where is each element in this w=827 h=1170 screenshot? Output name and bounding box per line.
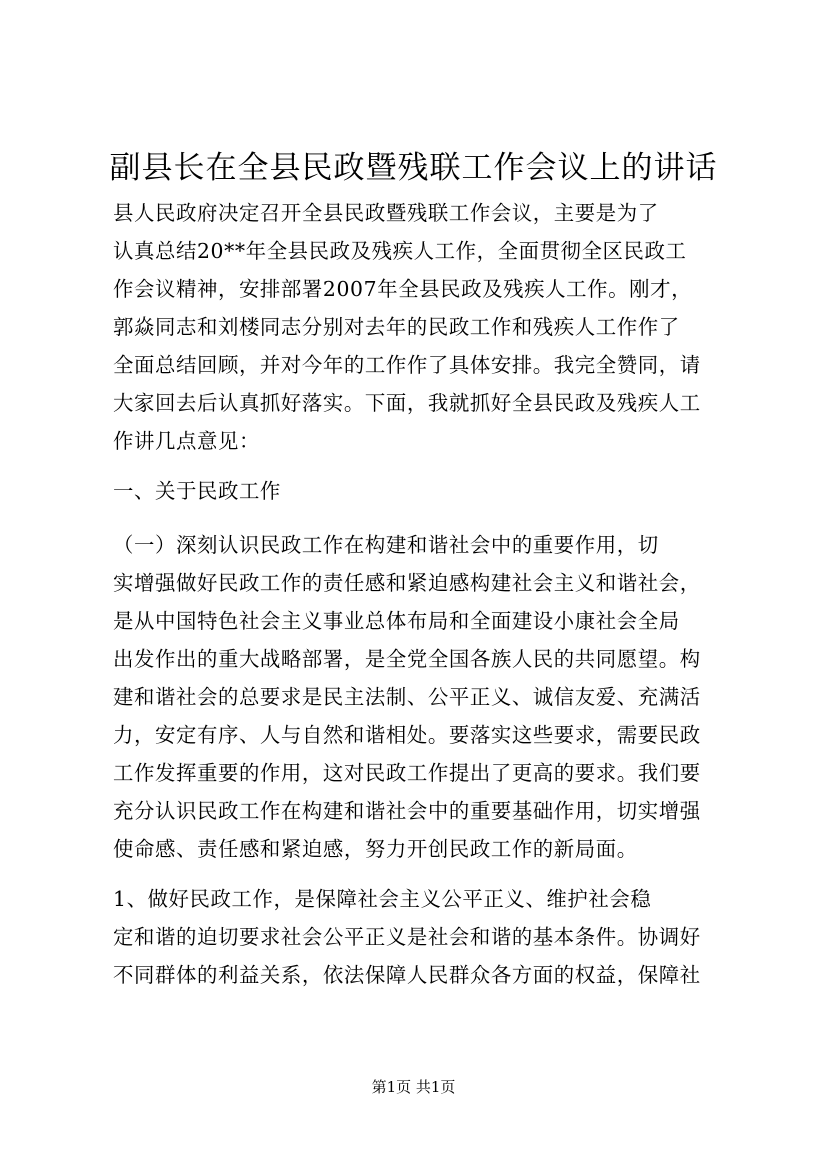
document-title: 副县长在全县民政暨残联工作会议上的讲话 (109, 150, 718, 186)
body-line: 作讲几点意见： (113, 429, 260, 453)
page-footer: 第1页 共1页 (371, 1078, 456, 1096)
body-line: 作会议精神，安排部署2007年全县民政及残疾人工作。刚才， (113, 277, 693, 301)
body-line: 建和谐社会的总要求是民主法制、公平正义、诚信友爱、充满活 (113, 685, 701, 709)
body-line: 充分认识民政工作在构建和谐社会中的重要基础作用，切实增强 (113, 799, 701, 823)
body-line: 实增强做好民政工作的责任感和紧迫感构建社会主义和谐社会， (113, 571, 701, 595)
body-line: （一）深刻认识民政工作在构建和谐社会中的重要作用，切 (113, 533, 659, 557)
body-line: 使命感、责任感和紧迫感，努力开创民政工作的新局面。 (113, 837, 638, 861)
body-line: 不同群体的利益关系，依法保障人民群众各方面的权益，保障社 (113, 963, 701, 987)
body-line: 工作发挥重要的作用，这对民政工作提出了更高的要求。我们要 (113, 761, 701, 785)
body-line: 郭焱同志和刘楼同志分别对去年的民政工作和残疾人工作作了 (113, 315, 680, 339)
body-line: 全面总结回顾，并对今年的工作作了具体安排。我完全赞同，请 (113, 353, 701, 377)
body-line: 出发作出的重大战略部署，是全党全国各族人民的共同愿望。构 (113, 647, 701, 671)
body-line: 县人民政府决定召开全县民政暨残联工作会议，主要是为了 (113, 201, 659, 225)
body-line: 认真总结20**年全县民政及残疾人工作，全面贯彻全区民政工 (113, 239, 687, 263)
body-line: 力，安定有序、人与自然和谐相处。要落实这些要求，需要民政 (113, 723, 701, 747)
body-line: 定和谐的迫切要求社会公平正义是社会和谐的基本条件。协调好 (113, 925, 701, 949)
section-heading: 一、关于民政工作 (113, 479, 281, 503)
body-line: 1、做好民政工作，是保障社会主义公平正义、维护社会稳 (113, 887, 652, 911)
body-line: 是从中国特色社会主义事业总体布局和全面建设小康社会全局 (113, 609, 680, 633)
body-line: 大家回去后认真抓好落实。下面，我就抓好全县民政及残疾人工 (113, 391, 701, 415)
